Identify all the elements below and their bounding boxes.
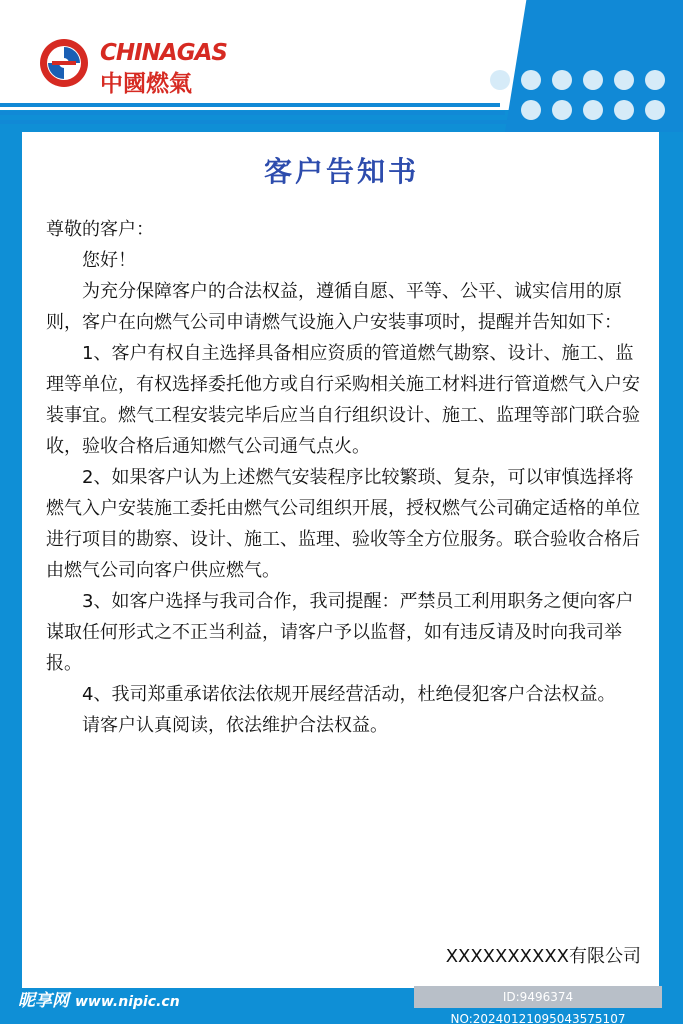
dot	[583, 70, 603, 90]
brand-name-cn: 中國燃氣	[100, 71, 192, 97]
dot	[614, 70, 634, 90]
dot	[552, 70, 572, 90]
document-title: 客户告知书	[263, 155, 419, 188]
closing-paragraph: 请客户认真阅读，依法维护合法权益。	[82, 715, 388, 736]
header-stripe	[0, 111, 505, 115]
decorative-dots	[490, 68, 675, 124]
dot	[552, 100, 572, 120]
watermark-site: www.nipic.cn	[75, 994, 180, 1010]
notice-item: 4、我司郑重承诺依法依规开展经营活动，杜绝侵犯客户合法权益。	[82, 684, 616, 705]
brand-name-en: CHINAGAS	[100, 40, 227, 66]
chinagas-logo-icon	[38, 37, 90, 89]
dot	[521, 100, 541, 120]
salutation: 尊敬的客户：	[46, 219, 154, 240]
dot	[614, 100, 634, 120]
site-watermark	[18, 986, 180, 1011]
dot	[521, 70, 541, 90]
dot	[583, 100, 603, 120]
dot	[490, 70, 510, 90]
notice-item: 3、如客户选择与我司合作，我司提醒：严禁员工利用职务之便向客户谋取任何形式之不正当利益，请客户予以监督，如有违反请及时向我司举报。	[46, 591, 634, 674]
dot	[645, 100, 665, 120]
intro-paragraph: 为充分保障客户的合法权益，遵循自愿、平等、公平、诚实信用的原则，客户在向燃气公司申请燃气设施入户安装事项时，提醒并告知如下：	[46, 281, 622, 333]
notice-body	[46, 214, 641, 741]
watermark-text: 昵享网	[18, 991, 69, 1011]
image-id-bar: ID:9496374 NO:20240121095043575107	[414, 986, 662, 1008]
header-stripe	[0, 103, 500, 107]
notice-item: 2、如果客户认为上述燃气安装程序比较繁琐、复杂，可以审慎选择将燃气入户安装施工委托由燃气公司组织开展，授权燃气公司确定适格的单位进行项目的勘察、设计、施工、监理、验收等全方位服务。联合验收合格后由燃气公司向客户供应燃气。	[46, 467, 640, 581]
header-stripe	[0, 120, 512, 124]
company-signature: XXXXXXXXXX有限公司	[445, 946, 641, 967]
brand-wordmark	[100, 40, 227, 98]
greeting: 您好！	[82, 250, 136, 271]
dot	[645, 70, 665, 90]
notice-item: 1、客户有权自主选择具备相应资质的管道燃气勘察、设计、施工、监理等单位，有权选择委托他方或自行采购相关施工材料进行管道燃气入户安装事宜。燃气工程安装完毕后应当自行组织设计、施工、监理等部门联合验收，验收合格后通知燃气公司通气点火。	[46, 343, 640, 457]
